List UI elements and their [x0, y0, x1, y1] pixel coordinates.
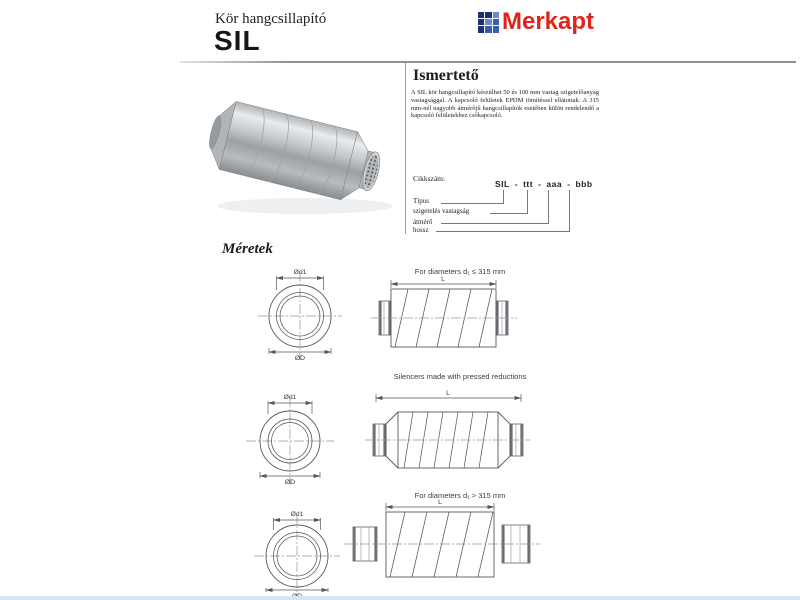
side-view-1 — [371, 276, 517, 347]
product-title: SIL — [214, 25, 261, 56]
photo-shadow — [217, 198, 393, 214]
logo-text: Merkapt — [502, 8, 595, 35]
silencer-photo — [205, 97, 387, 207]
page-bottom-edge — [0, 596, 800, 600]
legend-type: Típus — [413, 197, 429, 205]
product-photo — [205, 72, 415, 227]
product-subtitle: Kör hangcsillapító — [215, 11, 327, 27]
merkapt-logo-icon — [478, 12, 499, 33]
length-label-2: L — [446, 390, 450, 397]
legend-length: hossz — [413, 226, 429, 234]
front-view-2 — [246, 394, 334, 486]
intro-heading: Ismertető — [413, 67, 479, 84]
inner-diameter-label-1: Ød1 — [293, 269, 307, 276]
diagram2-caption: Silencers made with pressed reductions — [393, 372, 527, 381]
legend-diameter: átmérő — [413, 218, 433, 226]
inner-diameter-label-3: Ød1 — [290, 511, 304, 518]
dimension-drawings — [230, 262, 600, 600]
inner-diameter-label-2: Ød1 — [283, 394, 297, 401]
side-view-3 — [344, 499, 540, 577]
diagram-pressed-reductions — [246, 372, 530, 486]
side-view-2 — [365, 390, 530, 468]
legend-insulation: szigetelés vastagság — [413, 207, 470, 215]
code-insulation: ttt — [523, 179, 534, 189]
article-number-label: Cikkszám: — [413, 174, 446, 183]
length-label-1: L — [441, 276, 445, 283]
ordering-code: SIL - ttt - aaa - bbb — [495, 179, 593, 189]
diagram3-caption: For diameters d₁ > 315 mm — [414, 491, 506, 500]
outer-diameter-label-1: ØD — [294, 355, 306, 362]
dimensions-heading: Méretek — [222, 241, 273, 257]
diagram-large-diameters — [254, 491, 540, 600]
code-diameter: aaa — [546, 179, 563, 189]
code-length: bbb — [575, 179, 593, 189]
outer-diameter-label-2: ØD — [284, 479, 296, 486]
front-view-3 — [254, 511, 340, 600]
intro-paragraph: A SIL kör hangcsillapító készülhet 50 és 100 mm vastag szigetelőanyag vastagsággal. A kapcsoló felületek EPDM tömítéssel ellátottak. A 315 mm-nél nagyobb átmérőjű hangcsillapítók esetében külön rendelendő a kapcsoló felületekhez csőkapcsoló. — [411, 89, 599, 120]
length-label-3: L — [438, 499, 442, 506]
company-logo — [478, 8, 594, 36]
code-type: SIL — [495, 179, 510, 189]
diagram1-caption: For diameters d₁ ≤ 315 mm — [414, 267, 506, 276]
front-view-1 — [258, 269, 342, 362]
header-rule — [180, 61, 796, 63]
diagram-small-diameters — [258, 267, 517, 362]
